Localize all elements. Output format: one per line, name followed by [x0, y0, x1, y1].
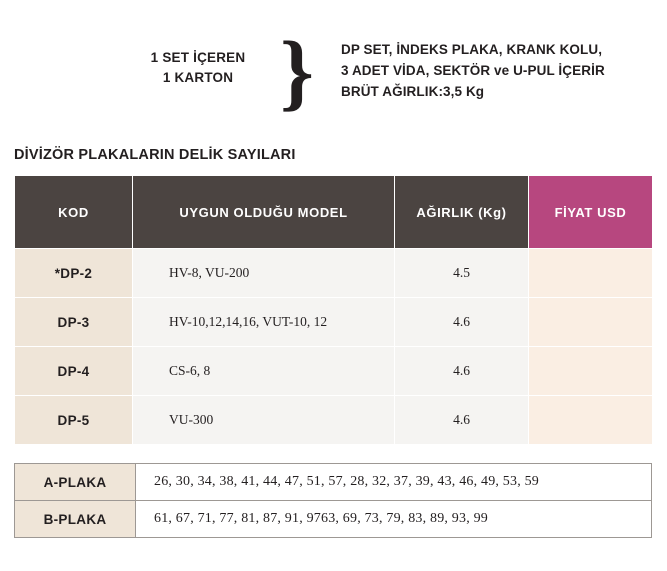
table-row [15, 501, 652, 538]
set-contents-line-1: DP SET, İNDEKS PLAKA, KRANK KOLU, [341, 42, 603, 57]
column-header-price: FİYAT USD [529, 176, 653, 249]
table-row [15, 249, 653, 298]
cell-kod: DP-4 [15, 347, 133, 396]
table-row [15, 396, 653, 445]
section-title: DİVİZÖR PLAKALARIN DELİK SAYILARI [14, 147, 296, 163]
table-header-row [15, 176, 653, 249]
plate-table-body [15, 464, 652, 538]
table-body [15, 249, 653, 445]
set-quantity-label [130, 48, 266, 87]
set-contents-line-3: BRÜT AĞIRLIK:3,5 Kg [341, 83, 485, 99]
cell-weight: 4.6 [395, 298, 529, 347]
set-contents-line-2: 3 ADET VİDA, SEKTÖR ve U-PUL İÇERİR [341, 62, 605, 78]
plate-values-a: 26, 30, 34, 38, 41, 44, 47, 51, 57, 28, 32, 37, 39, 43, 46, 49, 53, 59 [136, 464, 652, 501]
plate-values-b: 61, 67, 71, 77, 81, 87, 91, 9763, 69, 73, 79, 83, 89, 93, 99 [136, 501, 652, 538]
cell-model: HV-8, VU-200 [133, 249, 395, 298]
set-quantity-line-2: 1 KARTON [162, 69, 234, 85]
table-header [15, 176, 653, 249]
cell-model: VU-300 [133, 396, 395, 445]
table-row [15, 464, 652, 501]
cell-weight: 4.6 [395, 347, 529, 396]
set-quantity-line-1: 1 SET İÇEREN [150, 50, 246, 65]
divider-plates-table [14, 175, 653, 445]
cell-weight: 4.5 [395, 249, 529, 298]
cell-kod: DP-3 [15, 298, 133, 347]
cell-kod: *DP-2 [15, 249, 133, 298]
cell-weight: 4.6 [395, 396, 529, 445]
cell-model: CS-6, 8 [133, 347, 395, 396]
cell-price [529, 347, 653, 396]
cell-price [529, 298, 653, 347]
column-header-weight: AĞIRLIK (Kg) [395, 176, 529, 249]
table-row [15, 298, 653, 347]
table-row [15, 347, 653, 396]
plate-label-a: A-PLAKA [15, 464, 136, 501]
column-header-kod: KOD [15, 176, 133, 249]
cell-price [529, 396, 653, 445]
cell-model: HV-10,12,14,16, VUT-10, 12 [133, 298, 395, 347]
column-header-model: UYGUN OLDUĞU MODEL [133, 176, 395, 249]
set-contents-description [341, 40, 641, 103]
plate-hole-counts-table [14, 463, 652, 538]
cell-kod: DP-5 [15, 396, 133, 445]
plate-label-b: B-PLAKA [15, 501, 136, 538]
cell-price [529, 249, 653, 298]
curly-brace-icon: } [280, 23, 314, 119]
set-contents-block [0, 23, 667, 119]
